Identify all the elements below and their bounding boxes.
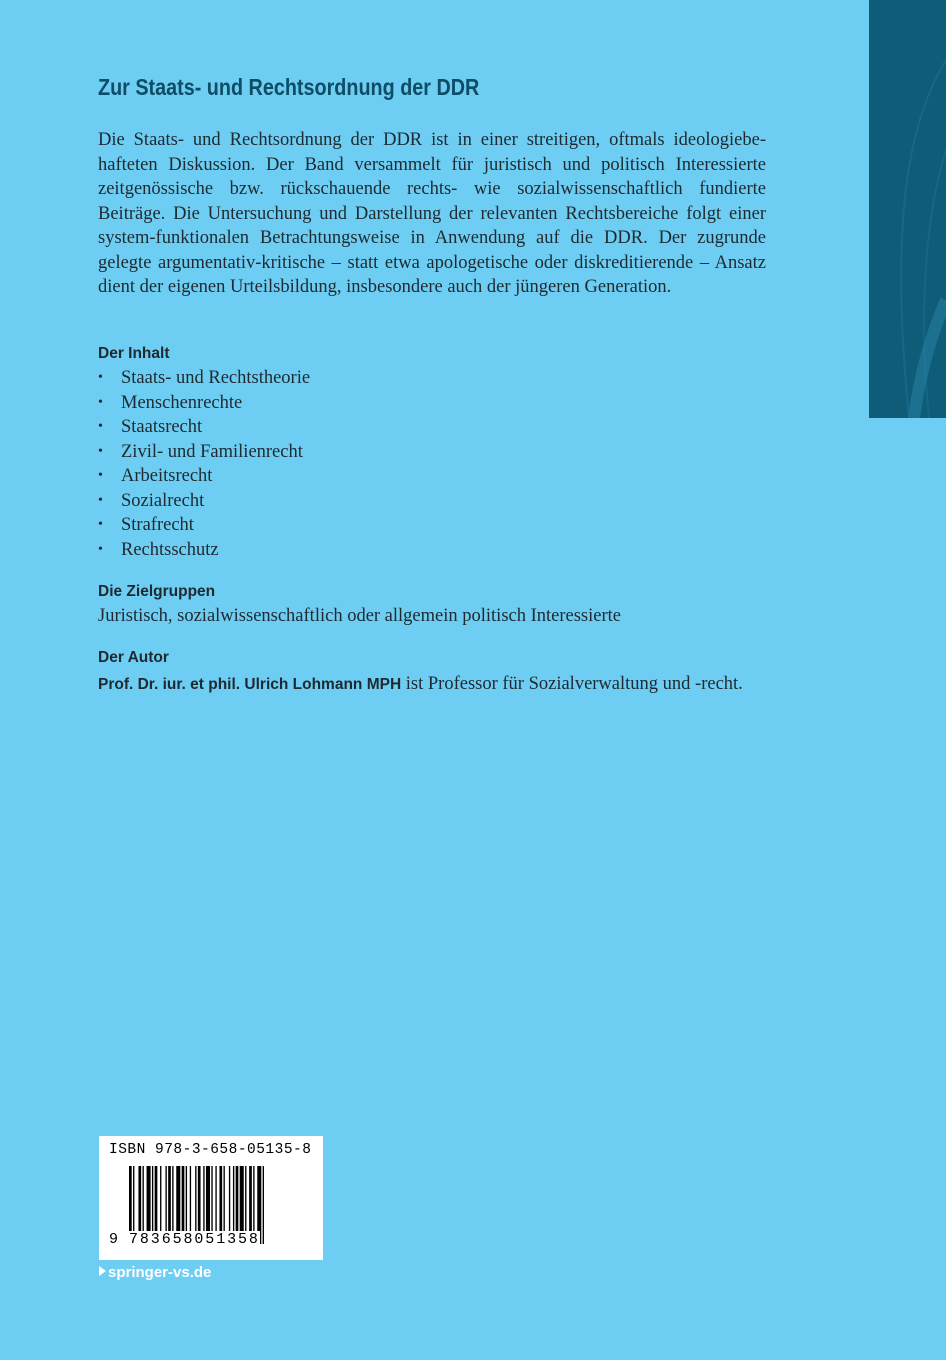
ean-digits: 783658051358 (129, 1231, 260, 1248)
list-item: • Sozialrecht (98, 489, 310, 514)
author-heading: Der Autor (98, 649, 169, 666)
decorative-curves (869, 0, 946, 418)
barcode-bar (182, 1166, 185, 1234)
barcode-bar (165, 1166, 166, 1234)
barcode-bar (160, 1166, 161, 1234)
corner-accent-panel (869, 0, 946, 418)
list-item: • Menschenrechte (98, 391, 310, 416)
barcode-bar (168, 1166, 171, 1234)
list-item: • Rechtsschutz (98, 538, 310, 563)
barcode-bar (206, 1166, 210, 1234)
page-title: Zur Staats- und Rechtsordnung der DDR (98, 74, 480, 100)
barcode-bar (186, 1166, 187, 1234)
arrow-right-icon (99, 1266, 106, 1276)
list-item: • Staats- und Rechtstheorie (98, 366, 310, 391)
barcode-bar (190, 1166, 191, 1234)
contents-list (98, 366, 310, 562)
barcode-bar (203, 1166, 204, 1234)
barcode-bar (240, 1166, 244, 1234)
barcode-bar (155, 1166, 158, 1234)
contents-heading: Der Inhalt (98, 345, 170, 362)
audience-heading: Die Zielgruppen (98, 583, 216, 600)
barcode-bar (215, 1166, 216, 1234)
book-description: Die Staats- und Rechtsordnung der DDR ist in einer streitigen, oftmals ideologiebehafteten Diskussion. Der Band versammelt für juristisch und politisch Interessierte zeitgenössische bzw. rückschauende rechts- wie sozialwissenschaftlich fundierte Beiträge. Die Untersuchung und Darstellung der relevanten Rechtsbereiche folgt einer system-funktionalen Betrachtungsweise in Anwendung auf die DDR. Der zugrunde gelegte argumentativ-kritische – statt etwa apologetische oder diskreditierende – Ansatz dient der eigenen Urteilsbildung, insbesondere auch der jüngeren Generation. (98, 130, 766, 297)
isbn-label: ISBN 978-3-658-05135-8 (109, 1142, 312, 1158)
barcode-bar (143, 1166, 144, 1234)
list-item: • Zivil- und Familienrecht (98, 440, 310, 465)
isbn-barcode (99, 1136, 323, 1260)
barcode-bar (147, 1166, 151, 1234)
barcode-bar (229, 1166, 230, 1234)
barcode-bar (249, 1166, 252, 1234)
barcode-bar (138, 1166, 141, 1234)
author-name: Prof. Dr. iur. et phil. Ulrich Lohmann MPH (98, 676, 402, 693)
list-item: • Strafrecht (98, 513, 310, 538)
barcode-bar (172, 1166, 173, 1234)
author-line (98, 672, 743, 697)
barcode-bar (224, 1166, 225, 1234)
barcode-bar (152, 1166, 153, 1234)
barcode-bar (253, 1166, 254, 1234)
barcode-bar (233, 1166, 234, 1234)
list-item: • Arbeitsrecht (98, 464, 310, 489)
list-item: • Staatsrecht (98, 415, 310, 440)
barcode-bar (263, 1166, 264, 1244)
barcode-bar (211, 1166, 212, 1234)
barcode-bar (198, 1166, 201, 1234)
author-text: ist Professor für Sozialverwaltung und -recht. (401, 674, 743, 694)
ean-first-digit: 9 (109, 1231, 119, 1248)
website-text: springer-vs.de (108, 1264, 212, 1281)
barcode-bar (219, 1166, 222, 1234)
barcode-bar (236, 1166, 239, 1234)
publisher-website-link[interactable] (99, 1264, 211, 1281)
audience-text: Juristisch, sozialwissenschaftlich oder allgemein politisch Interessierte (98, 606, 621, 626)
barcode-bar (176, 1166, 180, 1234)
barcode-bar (245, 1166, 246, 1234)
